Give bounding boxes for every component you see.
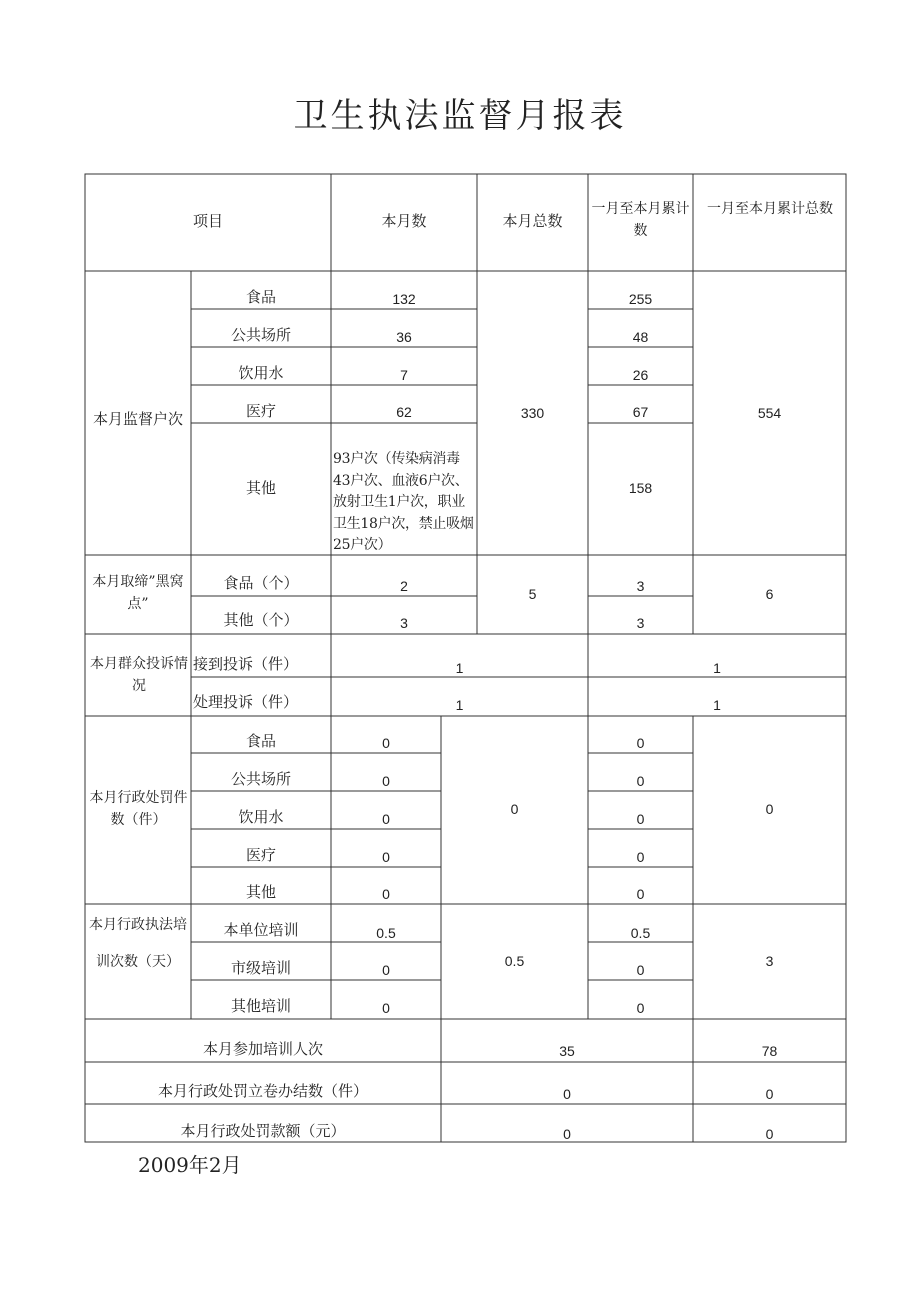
inspection-row-name: 公共场所: [230, 326, 291, 344]
training-month-total: 0.5: [504, 953, 525, 969]
training-cum-total: 3: [765, 953, 774, 969]
inspection-cum-value: 48: [632, 329, 649, 345]
bottom-row-month: 0: [563, 1086, 571, 1102]
inspection-month-value: 7: [400, 367, 408, 383]
bottom-row-cum: 78: [761, 1043, 778, 1059]
complaints-month-value: 1: [455, 660, 464, 676]
black-spots-cum-total: 6: [765, 586, 774, 602]
training-row-name: 本单位培训: [223, 921, 299, 939]
complaints-month-value: 1: [455, 697, 464, 713]
inspection-cum-value: 158: [628, 480, 653, 496]
bottom-row-label: 本月行政处罚款额（元）: [180, 1122, 346, 1140]
bottom-row-label: 本月行政处罚立卷办结数（件）: [157, 1082, 368, 1100]
complaints-row-name: 接到投诉（件）: [193, 655, 299, 673]
header-item: 项目: [192, 212, 223, 230]
inspection-month-total: 330: [520, 405, 545, 421]
complaints-cum-value: 1: [713, 697, 721, 713]
inspection-row-name: 饮用水: [238, 364, 284, 382]
complaints-row-name: 处理投诉（件）: [193, 693, 299, 711]
inspection-row-name: 其他: [245, 479, 276, 497]
bottom-row-cum: 0: [765, 1126, 774, 1142]
inspection-month-value: 62: [396, 404, 412, 420]
inspection-row-name: 医疗: [245, 402, 276, 420]
training-cum-value: 0: [636, 1000, 645, 1016]
inspection-row-name: 食品: [245, 288, 276, 306]
training-row-name: 市级培训: [230, 959, 291, 977]
penalties-row-name: 食品: [245, 732, 276, 750]
inspection-month-value: 132: [392, 291, 416, 307]
penalties-row-name: 饮用水: [238, 808, 284, 826]
header-cumulative: 一月至本月累计数: [591, 201, 690, 239]
training-cum-value: 0.5: [630, 925, 651, 941]
penalties-cum-value: 0: [636, 849, 645, 865]
penalties-cum-value: 0: [636, 886, 645, 902]
penalties-label: 本月行政处罚件数（件）: [89, 790, 188, 828]
penalties-month-value: 0: [382, 886, 390, 902]
inspection-cum-value: 255: [628, 291, 653, 307]
penalties-row-name: 公共场所: [230, 770, 291, 788]
complaints-cum-value: 1: [713, 660, 721, 676]
header-month-total: 本月总数: [502, 212, 563, 230]
inspection-cum-total: 554: [757, 405, 782, 421]
inspection-cum-value: 26: [632, 367, 649, 383]
black-spots-month-total: 5: [528, 586, 537, 602]
inspection-other-detail: 93户次（传染病消毒43户次、血液6户次、放射卫生1户次，职业卫生18户次，禁止吸烟25户次）: [333, 451, 474, 553]
training-month-value: 0: [382, 962, 390, 978]
black-spots-cum-value: 3: [636, 615, 645, 631]
training-cum-value: 0: [636, 962, 645, 978]
bottom-row-month: 0: [563, 1126, 571, 1142]
report-title: 卫生执法监督月报表: [293, 96, 627, 136]
penalties-cum-value: 0: [636, 773, 645, 789]
inspection-cum-value: 67: [632, 404, 649, 420]
black-spots-row-name: 其他（个）: [223, 611, 299, 629]
training-month-value: 0: [382, 1000, 390, 1016]
training-month-value: 0.5: [376, 925, 396, 941]
penalties-month-value: 0: [382, 849, 390, 865]
penalties-month-value: 0: [382, 811, 390, 827]
black-spots-month-value: 2: [400, 578, 408, 594]
inspection-label: 本月监督户次: [92, 410, 183, 428]
header-month-count: 本月数: [381, 212, 427, 230]
penalties-month-value: 0: [382, 773, 390, 789]
complaints-label: 本月群众投诉情况: [90, 656, 188, 694]
bottom-row-cum: 0: [765, 1086, 774, 1102]
penalties-cum-value: 0: [636, 811, 645, 827]
penalties-month-total: 0: [510, 801, 519, 817]
black-spots-month-value: 3: [400, 615, 408, 631]
penalties-cum-value: 0: [636, 735, 645, 751]
penalties-month-value: 0: [382, 735, 390, 751]
training-row-name: 其他培训: [230, 997, 291, 1015]
penalties-cum-total: 0: [765, 801, 774, 817]
penalties-row-name: 其他: [245, 883, 276, 901]
black-spots-row-name: 食品（个）: [223, 574, 299, 592]
black-spots-cum-value: 3: [636, 578, 645, 594]
header-cumulative-total: 一月至本月累计总数: [707, 201, 833, 217]
report-date: 2009年2月: [138, 1153, 242, 1177]
inspection-month-value: 36: [396, 329, 412, 345]
training-label: 本月行政执法培训次数（天）: [89, 917, 187, 970]
bottom-row-label: 本月参加培训人次: [202, 1040, 323, 1058]
penalties-row-name: 医疗: [245, 846, 276, 864]
bottom-row-month: 35: [559, 1043, 575, 1059]
black-spots-label: 本月取缔”黑窝点”: [92, 574, 184, 612]
